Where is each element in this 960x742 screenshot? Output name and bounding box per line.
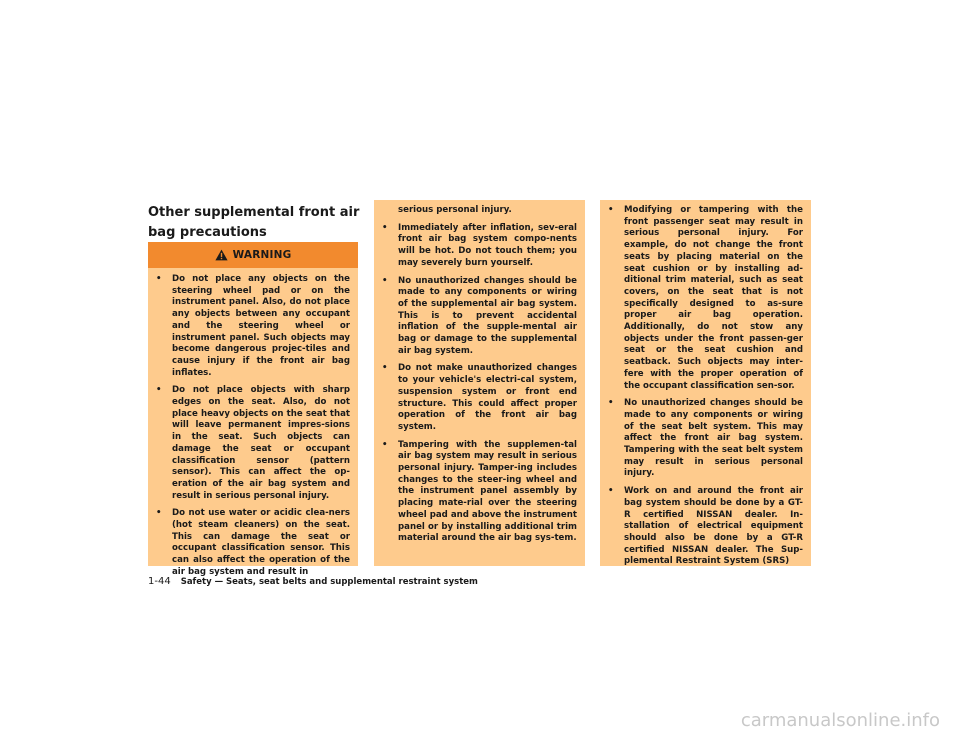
list-item: • Do not use water or acidic clea-ners (hot steam cleaners) on the seat. This can damage the seat or occupant classification sensor. This can also affect the operation of the air bag system and result in [156,508,350,577]
list-item: • Do not place objects with sharp edges on the seat. Also, do not place heavy objects on the seat that will leave permanent impres-sions in the seat. Such objects can damage the seat or occupant classification sensor (pattern sensor). This can affect the op-eration of the air bag system and result in serious personal injury. [156,385,350,501]
list-item: • Tampering with the supplemen-tal air bag system may result in serious personal injury. Tamper-ing includes changes to the steer-ing wheel and the instrument panel assembly by placing mate-rial over the steering wheel pad and above the instrument panel or by installing additional trim material around the air bag sys-tem. [382,439,577,544]
list-item: • Do not make unauthorized changes to your vehicle's electri-cal system, suspension system or front end structure. This could affect proper operation of the front air bag system. [382,363,577,432]
warning-column-3 [600,200,811,566]
section-title: Safety — Seats, seat belts and supplemental restraint system [180,577,478,587]
page-footer [148,576,478,590]
continuation-text: serious personal injury. [398,205,512,215]
section-heading: Other supplemental front air bag precautions [148,205,360,240]
list-item: • No unauthorized changes should be made to any components or wiring of the supplemental air bag system. This is to prevent accidental inflation of the supple-mental air bag or damage to the supplemental air bag system. [382,275,577,356]
list-item: • No unauthorized changes should be made to any components or wiring of the seat belt system. This may affect the front air bag system. Tampering with the seat belt system may result in serious personal injury. [608,398,803,479]
warning-label: WARNING [232,249,292,261]
warning-column-1 [148,268,358,577]
watermark[interactable]: carmanualsonline.info [740,710,940,731]
list-item: • Do not place any objects on the steering wheel pad or on the instrument panel. Also, do not place any objects between any occupant and the steering wheel or instrument panel. Such objects may become dangerous projec-tiles and cause injury if the front air bag inflates. [156,274,350,378]
list-item: • Modifying or tampering with the front passenger seat may result in serious personal injury. For example, do not change the front seats by placing material on the seat cushion or by installing ad-ditional trim material, such as seat covers, on the seat that is not specifically designed to as-sure proper air bag operation. Additionally, do not stow any objects under the front passen-ger seat or the seat cushion and seatback. Such objects may inter-fere with the proper operation of the occupant classification sen-sor. [608,205,803,391]
warning-banner [148,242,358,268]
list-item: • Immediately after inflation, sev-eral front air bag system compo-nents will be hot. Do not touch them; you may severely burn yourself. [382,222,577,268]
warning-triangle-icon [215,249,228,261]
page-number: 1-44 [148,576,171,587]
warning-column-2 [374,200,585,566]
list-item: • Work on and around the front air bag system should be done by a GT-R certified NISSAN dealer. In-stallation of electrical equipment should also be done by a GT-R certified NISSAN dealer. The Sup-plemental Restraint System (SRS) [608,486,803,567]
